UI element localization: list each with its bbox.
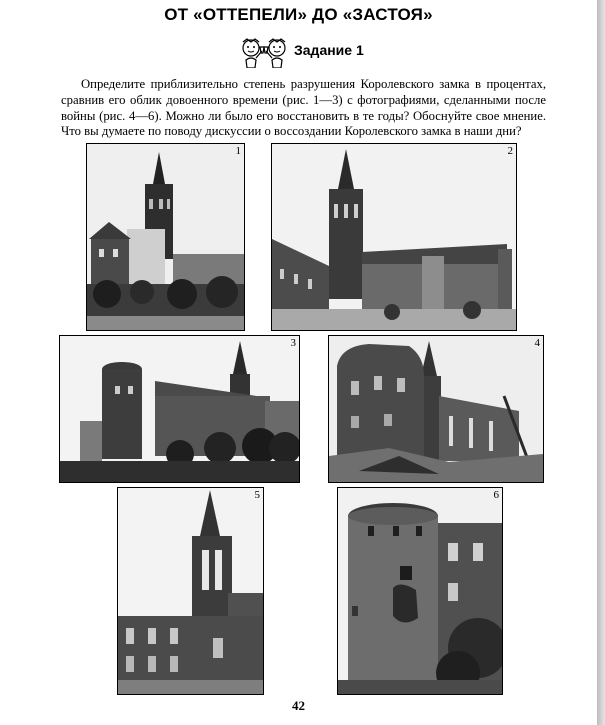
page-title: ОТ «ОТТЕПЕЛИ» ДО «ЗАСТОЯ» — [164, 5, 433, 24]
figure-1 — [86, 143, 245, 331]
ruined-tower-photo — [118, 488, 263, 694]
damaged-round-tower-photo — [338, 488, 502, 694]
castle-exterior-photo — [60, 336, 299, 482]
figure-2 — [271, 143, 517, 331]
task-instructions: Определите приблизительно степень разрушения Королевского замка в процентах, сравнив его облик довоенного времени (рис. 1—3) с фотографиями, сделанными после войны (рис. 4—6). Можно ли было его восстановить в те годы? Обоснуйте свое мнение. Что вы думаете по поводу дискуссии о воссоздании Королевского замка в наши дни? — [61, 77, 546, 139]
figure-number: 1 — [235, 145, 241, 157]
figure-number: 4 — [534, 337, 540, 349]
task-label: Задание 1 — [294, 42, 364, 58]
figure-number: 3 — [290, 337, 296, 349]
figure-number: 2 — [507, 145, 513, 157]
castle-courtyard-photo — [272, 144, 516, 330]
figure-6 — [337, 487, 503, 695]
figure-5 — [117, 487, 264, 695]
figure-3 — [59, 335, 300, 483]
task-header — [237, 38, 364, 68]
figure-4 — [328, 335, 544, 483]
figure-number: 5 — [254, 489, 260, 501]
castle-ruins-photo — [329, 336, 543, 482]
castle-prewar-photo — [87, 144, 244, 330]
figure-number: 6 — [493, 489, 499, 501]
two-characters-toast-icon — [237, 38, 291, 68]
page-shadow — [597, 0, 605, 725]
page-number: 42 — [292, 698, 305, 713]
